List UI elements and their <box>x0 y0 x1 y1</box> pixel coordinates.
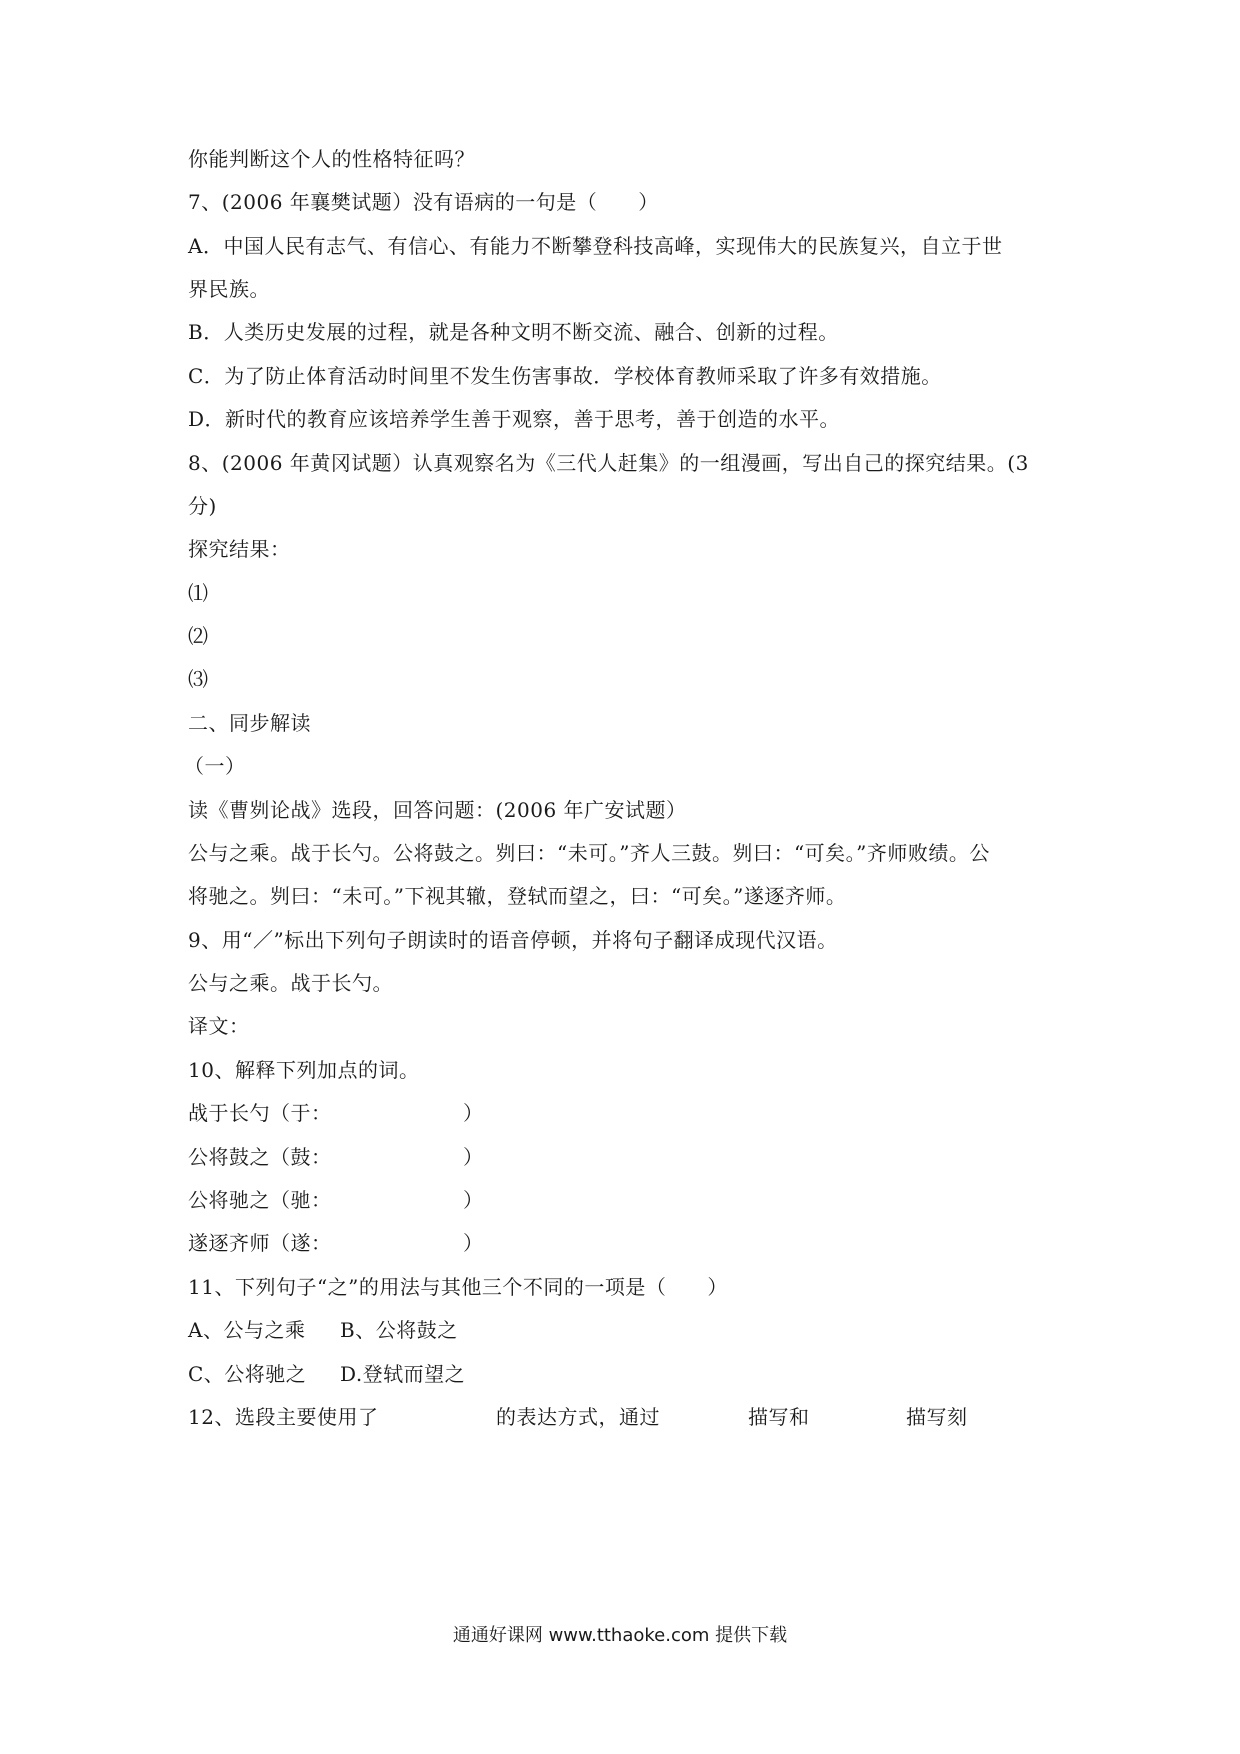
q12-part-3: 描写和 <box>748 1405 810 1429</box>
word-item <box>188 1143 484 1171</box>
question-7-stem: 7、(2006 年襄樊试题）没有语病的一句是（ ） <box>188 190 659 214</box>
q11-option-c: C、公将驰之 <box>188 1362 307 1386</box>
question-12-line <box>188 1403 968 1431</box>
page-footer: 通通好课网 www.tthaoke.com 提供下载 <box>452 1625 788 1646</box>
question-11-stem: 11、下列句子“之”的用法与其他三个不同的一项是（ ） <box>188 1275 728 1299</box>
question-8-stem-cont: 分) <box>188 494 217 518</box>
passage-line-1: 公与之乘。战于长勺。公将鼓之。刿曰：“未可。”齐人三鼓。刿曰：“可矣。”齐师败绩。公 <box>188 841 990 865</box>
q11-options-row-2 <box>188 1360 465 1388</box>
passage-line-2: 将驰之。刿曰：“未可。”下视其辙，登轼而望之，曰：“可矣。”遂逐齐师。 <box>188 884 847 908</box>
section-heading: 二、同步解读 <box>188 711 311 735</box>
question-9-stem: 9、用“／”标出下列句子朗读时的语音停顿，并将句子翻译成现代汉语。 <box>188 928 838 952</box>
q11-option-a: A、公与之乘 <box>188 1318 306 1342</box>
q11-options-row-1 <box>188 1316 458 1344</box>
answer-slot-3: ⑶ <box>188 667 209 691</box>
q12-part-4: 描写刻 <box>906 1405 968 1429</box>
word-item-prefix: 战于长勺（于： <box>188 1101 332 1125</box>
word-item-suffix: ） <box>463 1101 484 1125</box>
q7-option-a: A．中国人民有志气、有信心、有能力不断攀登科技高峰，实现伟大的民族复兴，自立于世 <box>188 234 1003 258</box>
question-8-stem: 8、(2006 年黄冈试题）认真观察名为《三代人赶集》的一组漫画，写出自己的探究结果。(3 <box>188 451 1029 475</box>
question-10-stem: 10、解释下列加点的词。 <box>188 1058 420 1082</box>
subsection-heading: （一） <box>184 754 246 778</box>
q7-option-a-cont: 界民族。 <box>188 277 270 301</box>
word-item-prefix: 遂逐齐师（遂： <box>188 1231 332 1255</box>
word-item-prefix: 公将驰之（驰： <box>188 1188 332 1212</box>
word-item <box>188 1186 484 1214</box>
word-item <box>188 1229 484 1257</box>
q12-part-2: 的表达方式，通过 <box>496 1405 660 1429</box>
answer-slot-2: ⑵ <box>188 624 209 648</box>
q7-option-d: D．新时代的教育应该培养学生善于观察，善于思考，善于创造的水平。 <box>188 407 841 431</box>
answer-slot-1: ⑴ <box>188 581 209 605</box>
word-item <box>188 1099 484 1127</box>
translation-label: 译文： <box>188 1014 250 1038</box>
word-item-suffix: ） <box>463 1188 484 1212</box>
reading-instruction: 读《曹刿论战》选段，回答问题：(2006 年广安试题） <box>188 798 687 822</box>
q7-option-c: C．为了防止体育活动时间里不发生伤害事故．学校体育教师采取了许多有效措施。 <box>188 364 942 388</box>
q11-option-b: B、公将鼓之 <box>340 1318 458 1342</box>
question-9-sentence: 公与之乘。战于长勺。 <box>188 971 393 995</box>
word-item-prefix: 公将鼓之（鼓： <box>188 1145 332 1169</box>
result-label: 探究结果： <box>188 537 291 561</box>
q7-option-b: B．人类历史发展的过程，就是各种文明不断交流、融合、创新的过程。 <box>188 320 839 344</box>
word-item-suffix: ） <box>463 1145 484 1169</box>
word-item-suffix: ） <box>463 1231 484 1255</box>
q11-option-d: D.登轼而望之 <box>340 1362 466 1386</box>
text-line: 你能判断这个人的性格特征吗？ <box>188 147 475 171</box>
q12-part-1: 12、选段主要使用了 <box>188 1405 379 1429</box>
